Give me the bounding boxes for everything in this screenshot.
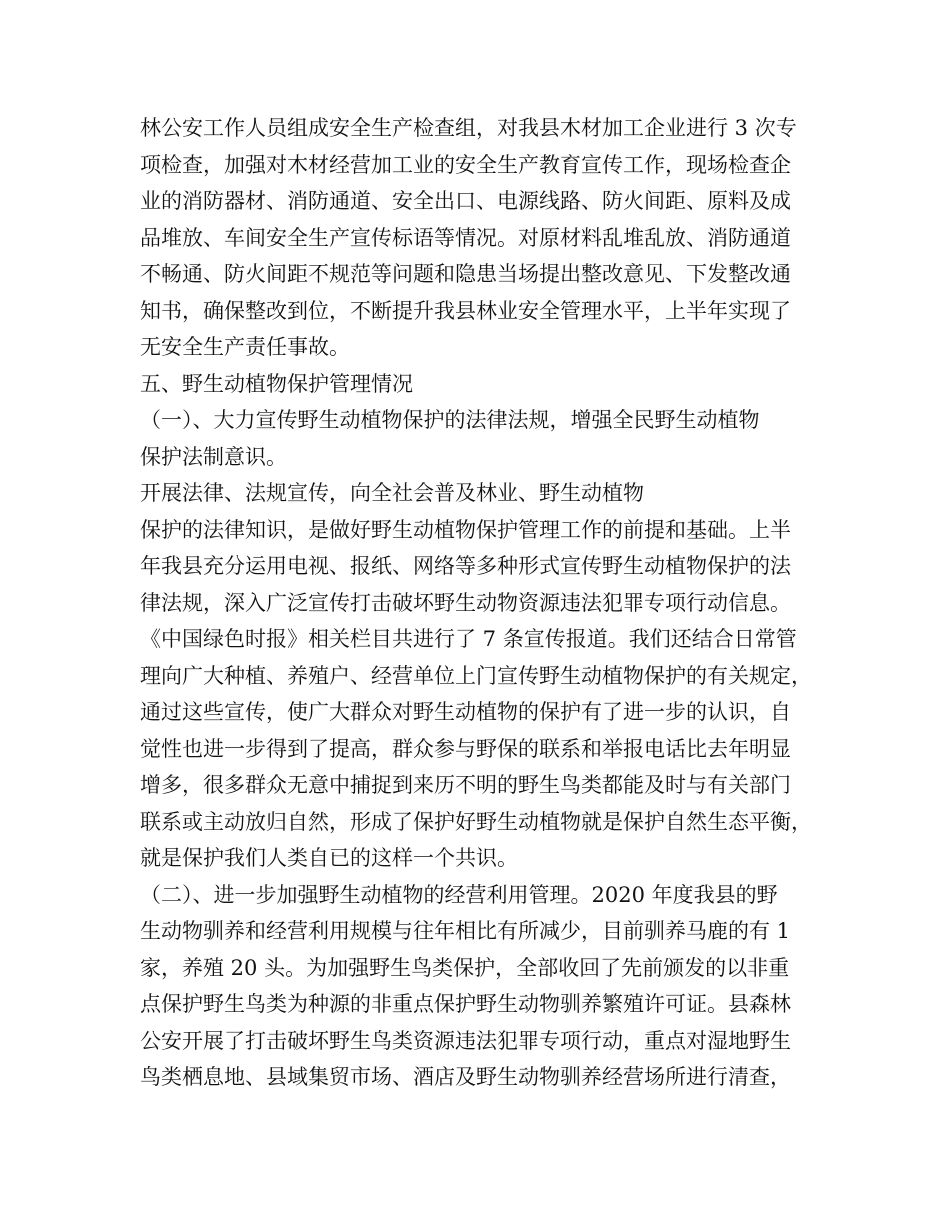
text-line: 鸟类栖息地、县域集贸市场、酒店及野生动物驯养经营场所进行清查，	[140, 1065, 791, 1089]
body-text	[140, 110, 830, 1096]
text-line: 增多，很多群众无意中捕捉到来历不明的野生鸟类都能及时与有关部门	[140, 773, 791, 797]
text-line: 不畅通、防火间距不规范等问题和隐患当场提出整改意见、下发整改通	[140, 262, 791, 286]
text-line: 保护法制意识。	[140, 444, 287, 469]
text-line: 生动物驯养和经营利用规模与往年相比有所减少，目前驯养马鹿的有 1	[140, 919, 791, 943]
text-line: 点保护野生鸟类为种源的非重点保护野生动物驯养繁殖许可证。县森林	[140, 992, 791, 1016]
text-line: 品堆放、车间安全生产宣传标语等情况。对原材料乱堆乱放、消防通道	[140, 225, 791, 250]
text-line: 保护的法律知识，是做好野生动植物保护管理工作的前提和基础。上半	[140, 517, 791, 542]
text-line: 通过这些宣传，使广大群众对野生动植物的保护有了进一步的认识，自	[140, 700, 791, 724]
text-line: 知书，确保整改到位，不断提升我县林业安全管理水平，上半年实现了	[140, 298, 791, 323]
text-line: 家，养殖 20 头。为加强野生鸟类保护，全部收回了先前颁发的以非重	[140, 955, 790, 980]
text-line: 就是保护我们人类自已的这样一个共识。	[140, 846, 518, 870]
text-line: 公安开展了打击破坏野生鸟类资源违法犯罪专项行动，重点对湿地野生	[140, 1028, 791, 1053]
text-line: 联系或主动放归自然，形成了保护好野生动植物就是保护自然生态平衡，	[140, 809, 812, 834]
text-line: 律法规，深入广泛宣传打击破坏野生动物资源违法犯罪专项行动信息。	[140, 590, 791, 615]
subsection-heading: （一）、大力宣传野生动植物保护的法律法规，增强全民野生动植物	[140, 408, 760, 432]
text-line: 理向广大种植、养殖户、经营单位上门宣传野生动植物保护的有关规定，	[140, 663, 812, 688]
text-line: 开展法律、法规宣传，向全社会普及林业、野生动植物	[140, 481, 644, 505]
text-line: 年我县充分运用电视、报纸、网络等多种形式宣传野生动植物保护的法	[140, 554, 791, 578]
text-line: 林公安工作人员组成安全生产检查组，对我县木材加工企业进行 3 次专	[140, 116, 797, 140]
text-line: 《中国绿色时报》相关栏目共进行了 7 条宣传报道。我们还结合日常管	[140, 627, 797, 651]
subsection-heading: （二）、进一步加强野生动植物的经营利用管理。2020 年度我县的野	[140, 882, 778, 907]
text-line: 业的消防器材、消防通道、安全出口、电源线路、防火间距、原料及成	[140, 189, 791, 213]
text-line: 觉性也进一步得到了提高，群众参与野保的联系和举报电话比去年明显	[140, 736, 791, 761]
text-line: 项检查，加强对木材经营加工业的安全生产教育宣传工作，现场检查企	[140, 152, 791, 177]
section-heading: 五、野生动植物保护管理情况	[140, 371, 413, 396]
text-line: 无安全生产责任事故。	[140, 335, 350, 359]
